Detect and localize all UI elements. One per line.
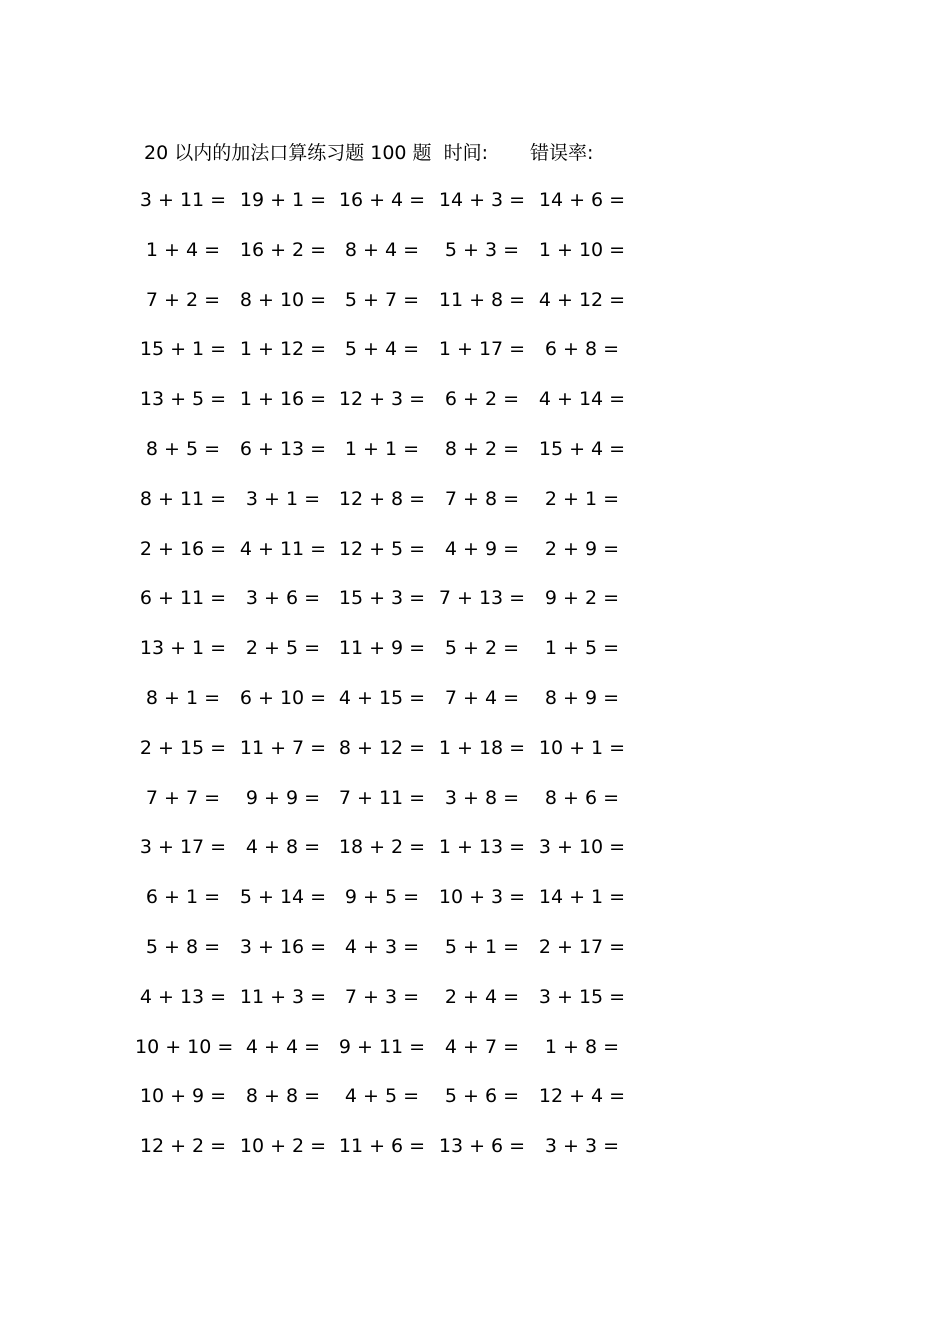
problem-item: 7 + 8 = bbox=[444, 487, 520, 510]
problem-item: 16 + 2 = bbox=[239, 238, 327, 261]
problem-item: 6 + 11 = bbox=[139, 587, 227, 610]
problem-item: 9 + 9 = bbox=[245, 786, 321, 809]
problem-grid bbox=[0, 186, 950, 1182]
problem-item: 3 + 10 = bbox=[538, 836, 626, 859]
problem-item: 14 + 3 = bbox=[438, 189, 526, 211]
problem-item: 2 + 15 = bbox=[139, 736, 227, 759]
problem-item: 1 + 16 = bbox=[239, 388, 327, 411]
problem-item: 3 + 11 = bbox=[139, 189, 227, 211]
problem-item: 15 + 1 = bbox=[139, 338, 227, 361]
problem-item: 4 + 12 = bbox=[538, 288, 626, 311]
problem-item: 15 + 4 = bbox=[538, 437, 626, 460]
problem-item: 5 + 3 = bbox=[444, 238, 520, 261]
problem-item: 3 + 17 = bbox=[139, 836, 227, 859]
problem-item: 4 + 4 = bbox=[245, 1035, 321, 1058]
worksheet-title: 20 以内的加法口算练习题 100 题 bbox=[144, 141, 432, 164]
problem-item: 5 + 2 = bbox=[444, 637, 520, 660]
problem-row bbox=[0, 485, 950, 535]
problem-item: 15 + 3 = bbox=[338, 587, 426, 610]
problem-item: 19 + 1 = bbox=[239, 189, 327, 211]
problem-row bbox=[0, 535, 950, 585]
worksheet-header bbox=[144, 138, 593, 164]
problem-row bbox=[0, 634, 950, 684]
problem-item: 9 + 5 = bbox=[344, 886, 420, 909]
problem-item: 5 + 8 = bbox=[145, 935, 221, 958]
problem-item: 10 + 10 = bbox=[135, 1035, 234, 1058]
problem-item: 8 + 11 = bbox=[139, 487, 227, 510]
problem-item: 1 + 4 = bbox=[145, 238, 221, 261]
problem-item: 3 + 6 = bbox=[245, 587, 321, 610]
problem-item: 5 + 4 = bbox=[344, 338, 420, 361]
problem-item: 6 + 2 = bbox=[444, 388, 520, 411]
problem-item: 9 + 2 = bbox=[544, 587, 620, 610]
problem-item: 3 + 8 = bbox=[444, 786, 520, 809]
problem-item: 1 + 13 = bbox=[438, 836, 526, 859]
problem-row bbox=[0, 385, 950, 435]
problem-item: 1 + 5 = bbox=[544, 637, 620, 660]
problem-item: 13 + 5 = bbox=[139, 388, 227, 411]
problem-item: 12 + 8 = bbox=[338, 487, 426, 510]
problem-item: 6 + 1 = bbox=[145, 886, 221, 909]
problem-item: 10 + 3 = bbox=[438, 886, 526, 909]
problem-row bbox=[0, 883, 950, 933]
problem-item: 5 + 14 = bbox=[239, 886, 327, 909]
problem-item: 1 + 1 = bbox=[344, 437, 420, 460]
problem-item: 7 + 11 = bbox=[338, 786, 426, 809]
problem-item: 4 + 5 = bbox=[344, 1085, 420, 1108]
problem-item: 8 + 2 = bbox=[444, 437, 520, 460]
problem-item: 12 + 4 = bbox=[538, 1085, 626, 1108]
problem-item: 4 + 3 = bbox=[344, 935, 420, 958]
problem-item: 2 + 9 = bbox=[544, 537, 620, 560]
problem-item: 4 + 15 = bbox=[338, 686, 426, 709]
problem-row bbox=[0, 983, 950, 1033]
problem-item: 13 + 6 = bbox=[438, 1135, 526, 1158]
problem-row bbox=[0, 1033, 950, 1083]
problem-item: 8 + 1 = bbox=[145, 686, 221, 709]
problem-item: 9 + 11 = bbox=[338, 1035, 426, 1058]
problem-item: 16 + 4 = bbox=[338, 189, 426, 211]
problem-item: 12 + 5 = bbox=[338, 537, 426, 560]
problem-row bbox=[0, 236, 950, 286]
problem-item: 8 + 4 = bbox=[344, 238, 420, 261]
problem-item: 7 + 13 = bbox=[438, 587, 526, 610]
problem-item: 2 + 4 = bbox=[444, 985, 520, 1008]
problem-item: 8 + 5 = bbox=[145, 437, 221, 460]
problem-item: 6 + 13 = bbox=[239, 437, 327, 460]
problem-item: 3 + 16 = bbox=[239, 935, 327, 958]
problem-row bbox=[0, 734, 950, 784]
error-rate-label: 错误率: bbox=[529, 141, 594, 164]
problem-item: 8 + 8 = bbox=[245, 1085, 321, 1108]
problem-item: 4 + 9 = bbox=[444, 537, 520, 560]
problem-item: 7 + 3 = bbox=[344, 985, 420, 1008]
problem-item: 1 + 18 = bbox=[438, 736, 526, 759]
problem-item: 5 + 7 = bbox=[344, 288, 420, 311]
problem-item: 12 + 2 = bbox=[139, 1135, 227, 1158]
problem-row bbox=[0, 933, 950, 983]
problem-item: 4 + 8 = bbox=[245, 836, 321, 859]
problem-item: 2 + 5 = bbox=[245, 637, 321, 660]
problem-item: 11 + 9 = bbox=[338, 637, 426, 660]
problem-item: 7 + 4 = bbox=[444, 686, 520, 709]
problem-row bbox=[0, 435, 950, 485]
problem-row bbox=[0, 286, 950, 336]
problem-item: 14 + 6 = bbox=[538, 189, 626, 211]
problem-item: 2 + 1 = bbox=[544, 487, 620, 510]
problem-row bbox=[0, 833, 950, 883]
problem-item: 11 + 8 = bbox=[438, 288, 526, 311]
problem-item: 1 + 8 = bbox=[544, 1035, 620, 1058]
problem-item: 3 + 1 = bbox=[245, 487, 321, 510]
problem-item: 11 + 6 = bbox=[338, 1135, 426, 1158]
problem-row bbox=[0, 584, 950, 634]
problem-row bbox=[0, 1132, 950, 1182]
problem-item: 11 + 3 = bbox=[239, 985, 327, 1008]
time-label: 时间: bbox=[443, 141, 488, 164]
problem-item: 14 + 1 = bbox=[538, 886, 626, 909]
problem-item: 5 + 6 = bbox=[444, 1085, 520, 1108]
problem-item: 7 + 2 = bbox=[145, 288, 221, 311]
problem-row bbox=[0, 1082, 950, 1132]
problem-item: 11 + 7 = bbox=[239, 736, 327, 759]
problem-item: 4 + 14 = bbox=[538, 388, 626, 411]
problem-item: 18 + 2 = bbox=[338, 836, 426, 859]
problem-row bbox=[0, 335, 950, 385]
problem-item: 4 + 13 = bbox=[139, 985, 227, 1008]
problem-item: 1 + 12 = bbox=[239, 338, 327, 361]
problem-item: 8 + 12 = bbox=[338, 736, 426, 759]
problem-item: 3 + 15 = bbox=[538, 985, 626, 1008]
problem-item: 13 + 1 = bbox=[139, 637, 227, 660]
problem-item: 2 + 17 = bbox=[538, 935, 626, 958]
problem-item: 4 + 11 = bbox=[239, 537, 327, 560]
problem-item: 3 + 3 = bbox=[544, 1135, 620, 1158]
problem-item: 10 + 9 = bbox=[139, 1085, 227, 1108]
problem-item: 10 + 2 = bbox=[239, 1135, 327, 1158]
problem-item: 8 + 6 = bbox=[544, 786, 620, 809]
problem-item: 2 + 16 = bbox=[139, 537, 227, 560]
problem-item: 1 + 17 = bbox=[438, 338, 526, 361]
problem-row bbox=[0, 784, 950, 834]
problem-item: 12 + 3 = bbox=[338, 388, 426, 411]
problem-item: 5 + 1 = bbox=[444, 935, 520, 958]
problem-item: 1 + 10 = bbox=[538, 238, 626, 261]
problem-item: 7 + 7 = bbox=[145, 786, 221, 809]
problem-row bbox=[0, 186, 950, 236]
problem-item: 8 + 10 = bbox=[239, 288, 327, 311]
problem-item: 8 + 9 = bbox=[544, 686, 620, 709]
problem-item: 6 + 10 = bbox=[239, 686, 327, 709]
problem-item: 10 + 1 = bbox=[538, 736, 626, 759]
problem-item: 4 + 7 = bbox=[444, 1035, 520, 1058]
problem-item: 6 + 8 = bbox=[544, 338, 620, 361]
problem-row bbox=[0, 684, 950, 734]
